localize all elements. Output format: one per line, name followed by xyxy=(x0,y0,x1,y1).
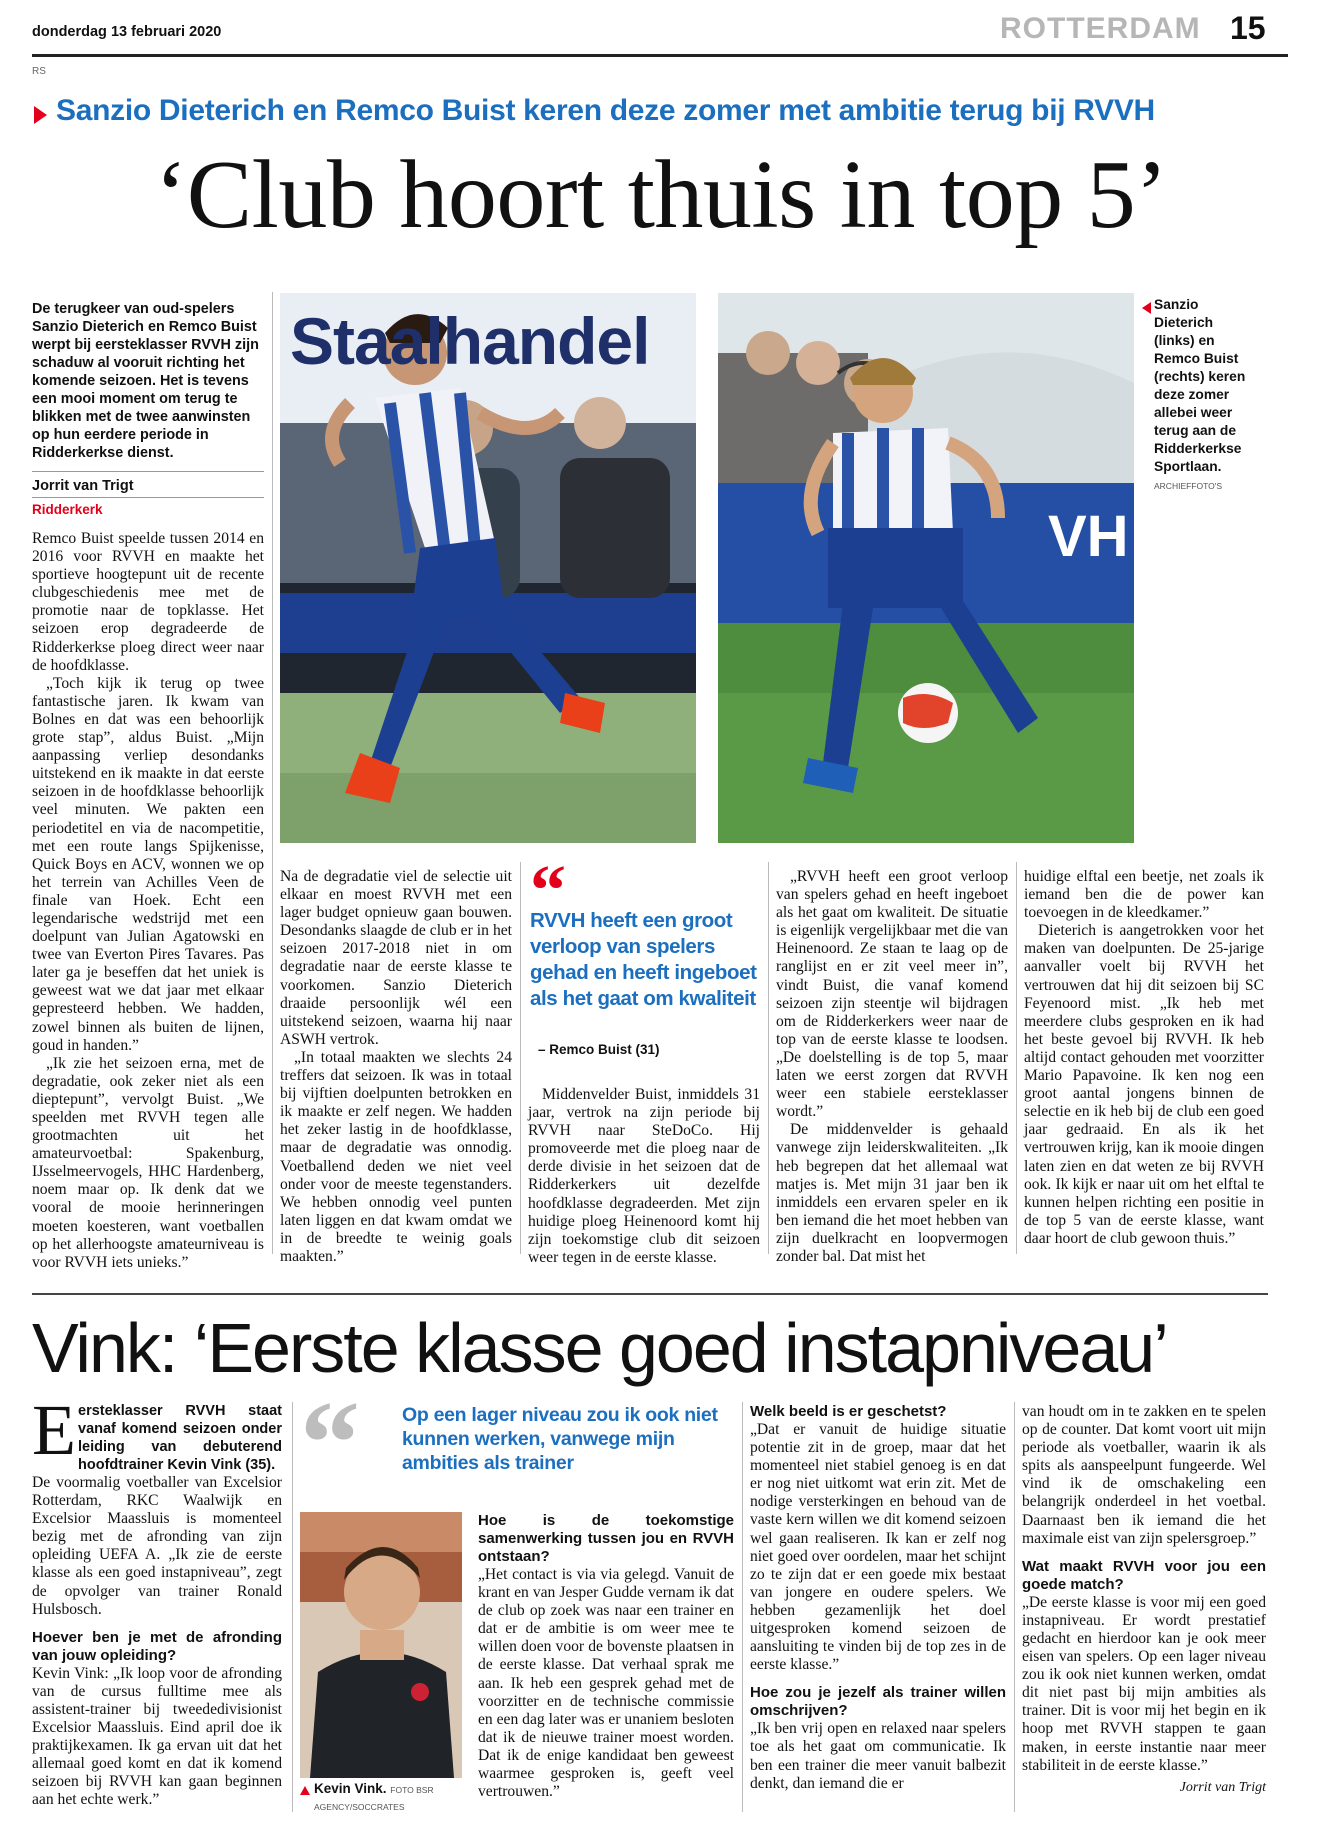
kicker-arrow-icon xyxy=(34,106,47,124)
paragraph: Middenvelder Buist, inmiddels 31 jaar, vertrok na zijn periode bij RVVH naar SteDoCo. Hij promoveerde met die ploeg naar de derde divisie in het seizoen dat de Ridderkerkers uit dezelfde hoofdklasse degradeerden. Met zijn huidige ploeg Heinenoord komt hij zijn toekomstige club dit seizoen weer tegen in de eerste klasse. xyxy=(528,1086,760,1266)
question-1: Hoever ben je met de afronding van jouw opleiding? xyxy=(32,1628,282,1664)
header-date: donderdag 13 februari 2020 xyxy=(32,24,222,40)
intro-rule xyxy=(32,471,264,472)
column-divider xyxy=(520,862,521,1254)
paragraph: De middenvelder is gehaald vanwege zijn leiderskwaliteiten. „Ik heb begrepen dat het allemaal wat matjes is. Met mijn 31 jaar ben ik inmiddels een ervaren speler en ik ben iemand die het moet hebben van zijn duelkracht en loopvermogen zonder bal. Dat mist het xyxy=(776,1121,1008,1265)
paragraph: „Ik zie het seizoen erna, met de degradatie, ook zeker niet als een dieptepunt”, vervolgt Buist. „We speelden met RVVH tegen alle grootmachten uit het amateurvoetbal: Spakenburg, IJsselmeervogels, HHC Hardenberg, noem maar op. Ik denk dat we vooral de mooie herinneringen moeten koesteren, want voetballen op het allerhoogste amateurniveau is voor RVVH iets unieks.” xyxy=(32,1054,264,1271)
photo-vink xyxy=(300,1512,462,1778)
paragraph: Na de degradatie viel de selectie uit elkaar en moest RVVH met een lager budget opnieuw gaan bouwen. Desondanks slaagde de club er in het seizoen 2017-2018 niet in om degradatie naar de eerste klasse te voorkomen. Sanzio Dieterich draaide persoonlijk wél een uitstekend seizoen, waarna hij naar ASWH vertrok. xyxy=(280,868,512,1048)
caption-text: Kevin Vink. xyxy=(314,1781,387,1796)
photo-caption xyxy=(1154,296,1254,495)
column-divider xyxy=(292,1402,293,1812)
caption-arrow-icon xyxy=(300,1786,310,1795)
photo-dieterich xyxy=(280,293,696,843)
lead: ersteklasser RVVH staat vanaf komend seizoen onder leiding van debuterend hoofdtrainer Kevin Vink (35). xyxy=(78,1403,282,1473)
answer-4: „Ik ben vrij open en relaxed naar spelers toe als het gaat om communicatie. Ik ben een trainer die meer vanuit balbezit denkt, dan iemand die er xyxy=(750,1720,1006,1792)
article-col-3 xyxy=(528,1086,760,1267)
vink-photo-caption xyxy=(314,1781,474,1815)
caption-credit: ARCHIEFFOTO'S xyxy=(1154,481,1223,491)
ad-board-text: VH xyxy=(1048,504,1129,569)
caption-text: Sanzio Dieterich (links) en Remco Buist (rechts) keren deze zomer allebei weer terug aan de Ridderkerkse Sportlaan. xyxy=(1154,297,1246,474)
lead-paragraph xyxy=(32,1402,282,1619)
caption-credit: FOTO BSR AGENCY/SOCCRATES xyxy=(314,1785,434,1812)
paragraph: Remco Buist speelde tussen 2014 en 2016 voor RVVH en maakte het sportieve hoogtepunt uit de recente clubgeschiedenis mee met de promotie naar de topklasse. Het seizoen erop degradeerde de Ridderkerkse ploeg direct weer naar de hoofdklasse. xyxy=(32,530,264,674)
article2-col-1 xyxy=(32,1402,282,1810)
pull-quote: RVVH heeft een groot verloop van spelers gehad en heeft ingeboet als het gaat om kwaliteit xyxy=(530,909,757,1010)
question-3: Welk beeld is er geschetst? xyxy=(750,1403,947,1420)
question-4: Hoe zou je jezelf als trainer willen omschrijven? xyxy=(750,1684,1006,1720)
ad-board-text: Staalhandel xyxy=(290,304,650,378)
paragraph: De voormalig voetballer van Excelsior Rotterdam, RKC Waalwijk en Excelsior Maassluis is momenteel bezig met de afronding van zijn opleiding UEFA A. „Ik zie de eerste klasse als een goed instapniveau”, zegt de opvolger van trainer Ronald Hulsbosch. xyxy=(32,1474,282,1618)
pull-quote-vink: Op een lager niveau zou ik ook niet kunnen werken, vanwege mijn ambities als trainer xyxy=(402,1404,718,1474)
caption-arrow-icon xyxy=(1142,302,1151,314)
pull-quote-author: – Remco Buist (31) xyxy=(538,1042,660,1057)
question-2: Hoe is de toekomstige samenwerking tussen jou en RVVH ontstaan? xyxy=(478,1512,734,1565)
headline-vink: Vink: ‘Eerste klasse goed instapniveau’ xyxy=(32,1309,1167,1387)
article2-col-2 xyxy=(478,1512,734,1801)
header-section: ROTTERDAM xyxy=(1000,12,1201,45)
answer-3: „Dat er vanuit de huidige situatie potentie zit in de groep, maar dat het momenteel niet stabiel genoeg is en dat er nog niet uitkomt wat erin zit. Met de nodige versterkingen en behoud van de vaste kern willen we dit komend seizoen wel gaan realiseren. Ik kan er zelf nog niet goed over oordelen, maar het schijnt zo te zijn dat er een goede mix bestaat van jongere en oudere spelers. We hebben gezamenlijk het doel uitgesproken komend seizoen de aansluiting te vinden bij de top zes in de eerste klasse.” xyxy=(750,1421,1006,1674)
paragraph: Dieterich is aangetrokken voor het maken van doelpunten. De 25-jarige aanvaller voelt bij RVVH het vertrouwen dat hij dit seizoen bij SC Feyenoord mist. „Ik heb met meerdere clubs gesproken en ik had het beste gevoel bij RVVH. Ik heb altijd contact gehouden met voorzitter Mario Papavoine. Ik ken nog een groot aantal jongens binnen de selectie en ik heb bij de club een goed jaar gedraaid. En als ik het vertrouwen krijg, kan ik mooie dingen laten zien en dat weten ze bij RVVH ook. Ik kijk er naar uit om het elftal te kunnen helpen richting een positie in de top 5 van de eerste klasse, want daar hoort de club gewoon thuis.” xyxy=(1024,922,1264,1247)
headline: ‘Club hoort thuis in top 5’ xyxy=(154,141,1168,249)
location: Ridderkerk xyxy=(32,502,103,517)
quote-mark-icon: “ xyxy=(300,1376,360,1509)
article-col-5 xyxy=(1024,868,1264,1248)
intro: De terugkeer van oud-spelers Sanzio Dieterich en Remco Buist werpt bij eersteklasser RVVH zijn schaduw al vooruit richting het komende seizoen. Het is tevens een mooi moment om terug te blikken met de twee aanwinsten op hun eerdere periode in Ridderkerkse dienst. xyxy=(32,301,259,461)
question-5: Wat maakt RVVH voor jou een goede match? xyxy=(1022,1557,1266,1593)
column-divider xyxy=(272,292,273,1254)
header-page-number: 15 xyxy=(1230,10,1266,46)
edition-code: RS xyxy=(32,66,46,77)
answer-4-continued: van houdt om in te zakken en te spelen op de counter. Dat komt voort uit mijn periode als voetballer, waarin ik als spits als aanspeelpunt fungeerde. Wel vind ik de omschakeling een belangrijk onderdeel in het voetbal. Daarnaast ben ik iemand die het maximale eist van zijn spelersgroep.” xyxy=(1022,1403,1266,1547)
paragraph: huidige elftal een beetje, net zoals ik iemand ben die de power kan toevoegen in de kleedkamer.” xyxy=(1024,868,1264,922)
paragraph: „RVVH heeft een groot verloop van spelers gehad en heeft ingeboet als het gaat om kwaliteit. De situatie is eigenlijk vergelijkbaar met die van Heinenoord. Ze staan te laag op de ranglijst en er zit veel meer in”, vindt Buist, die vanaf komend seizoen zijn steentje wil bijdragen om de Ridderkerkers weer naar de top van de eerste klasse te loodsen. „De doelstelling is de top 5, maar laten we eerst zorgen dat RVVH weer een stabiele eersteklasser wordt.” xyxy=(776,868,1008,1121)
column-divider xyxy=(1014,1402,1015,1812)
dropcap: E xyxy=(32,1390,76,1470)
header-rule xyxy=(32,54,1288,57)
paragraph: „Toch kijk ik terug op twee fantastische jaren. Ik kwam van Bolnes en dat was een behoorlijk grote stap”, aldus Buist. „Mijn aanpassing verliep desondanks uitstekend en ik maakte in dat eerste seizoen in de hoofdklasse behoorlijk veel minuten. We pakten een periodetitel en via de nacompetitie, met een route langs Spijkenisse, Quick Boys en ACV, wonnen we op het terrein van Achilles Veen de finale van Hoek. Echt een legendarische wedstrijd met een doelpunt van Julian Agatowski en twee van Everton Pires Tavares. Pas later ga je beseffen dat het uniek is geweest wat we dat jaar met elkaar gepresteerd hebben. We hadden, zowel binnen als buiten de lijnen, goud in handen.” xyxy=(32,674,264,1054)
column-divider xyxy=(742,1402,743,1812)
answer-2: „Het contact is via via gelegd. Vanuit de krant en van Jesper Gudde vernam ik dat de club op zoek was naar een trainer en dat er de ambitie is om weer mee te willen doen voor de bovenste plaatsen in de eerste klasse. Dat verhaal sprak me aan. Ik heb een gesprek gehad met de voorzitter en de technische commissie en een dag later was er unaniem besloten dat ik de nieuwe trainer moest worden. Dat ik de enige kandidaat ben geweest waarmee gesproken is, geeft veel vertrouwen.” xyxy=(478,1566,734,1801)
answer-1: Kevin Vink: „Ik loop voor de afronding van de cursus fulltime mee als assistent-trainer bij tweededivisionist Excelsior Maassluis. Eind april doe ik praktijkexamen. Ik ga ervan uit dat het allemaal goed komt en dat ik komend seizoen bij RVVH kan gaan beginnen aan het echte werk.” xyxy=(32,1664,282,1809)
signature: Jorrit van Trigt xyxy=(1179,1779,1266,1795)
article2-col-4 xyxy=(1022,1403,1266,1797)
kicker: Sanzio Dieterich en Remco Buist keren deze zomer met ambitie terug bij RVVH xyxy=(56,94,1155,127)
byline: Jorrit van Trigt xyxy=(32,478,134,494)
byline-rule xyxy=(32,497,264,498)
article-col-4 xyxy=(776,868,1008,1266)
article-col-1 xyxy=(32,530,264,1272)
article2-col-3 xyxy=(750,1403,1006,1793)
column-divider xyxy=(768,862,769,1254)
quote-mark-icon: “ xyxy=(530,850,566,930)
photo-buist xyxy=(718,293,1134,843)
column-divider xyxy=(1016,862,1017,1254)
answer-5: „De eerste klasse is voor mij een goed instapniveau. Er wordt prestatief gedacht en hierdoor kan je ook meer eisen van spelers. Op een lager niveau zou ik ook niet kunnen werken, omdat dit niet past bij mijn ambities als trainer. Dit is voor mij het begin en ik hoop met RVVH stappen te gaan maken, in eerste instantie naar meer stabiliteit in de eerste klasse.” xyxy=(1022,1593,1266,1774)
section-rule xyxy=(32,1293,1268,1295)
article-col-2 xyxy=(280,868,512,1266)
paragraph: „In totaal maakten we slechts 24 treffers dat seizoen. Ik was in totaal bij vijftien doelpunten betrokken en ik maakte er zelf negen. We hadden het zeker lastig in de hoofdklasse, maar de degradatie was onnodig. Voetballend deden we niet veel onder voor de meeste tegenstanders. We hebben onnodig veel punten laten liggen en dat kwam omdat we in de breedte te weinig goals maakten.” xyxy=(280,1048,512,1265)
